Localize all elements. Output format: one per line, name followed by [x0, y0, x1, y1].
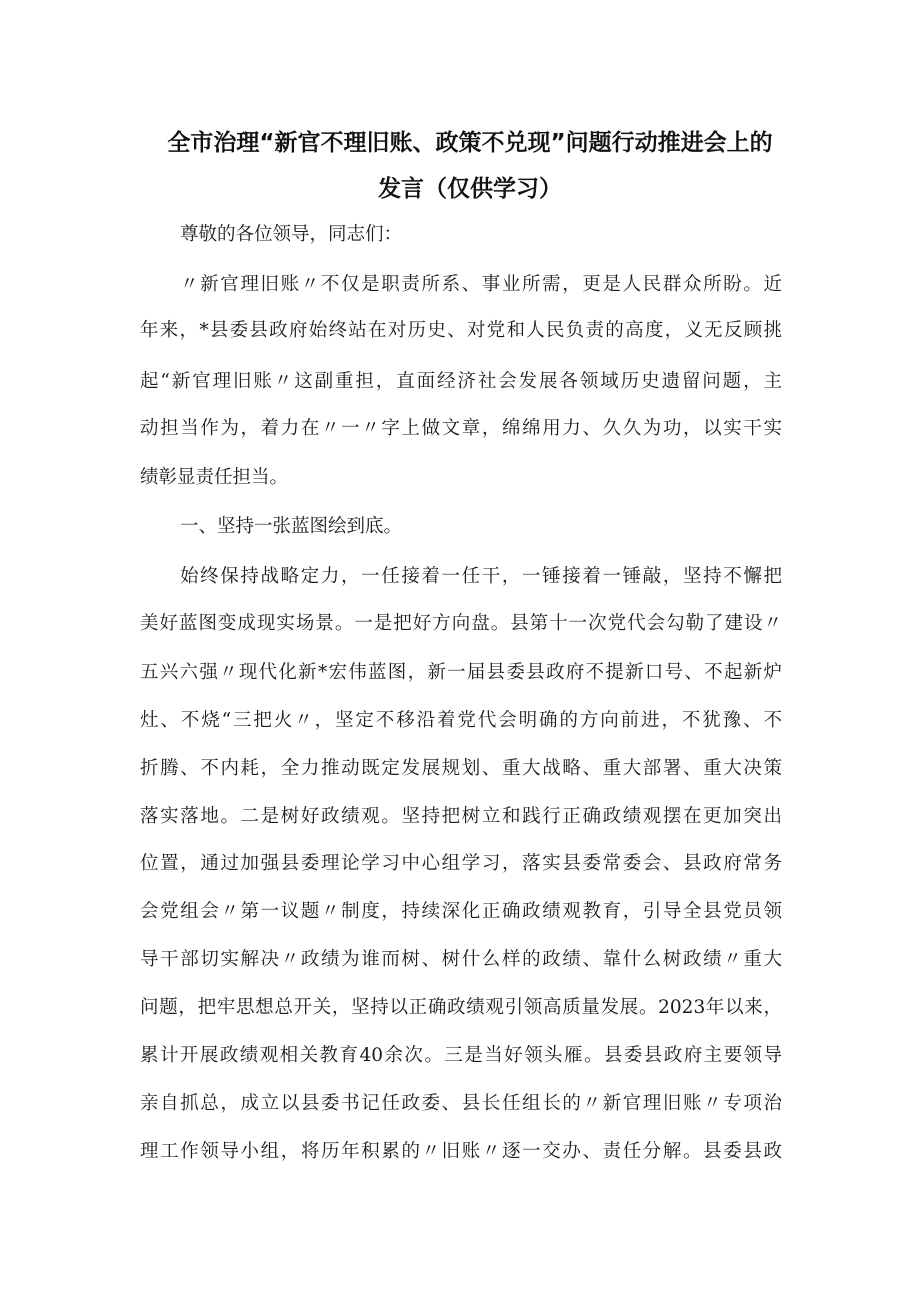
- body-line: 问题，把牢思想总开关，坚持以正确政绩观引领高质量发展。2023年以来，: [140, 997, 782, 1018]
- body-line: 理工作领导小组，将历年积累的〃旧账〃逐一交办、责任分解。县委县政: [140, 1141, 782, 1162]
- body-line: 会党组会〃第一议题〃制度，持续深化正确政绩观教育，引导全县党员领: [140, 901, 782, 922]
- body-line: 五兴六强〃现代化新*宏伟蓝图，新一届县委县政府不提新口号、不起新炉: [140, 662, 782, 683]
- document-title-line-2: 发言（仅供学习）: [378, 176, 562, 202]
- body-line: 位置，通过加强县委理论学习中心组学习，落实县委常委会、县政府常务: [140, 853, 782, 874]
- body-line: 灶、不烧“三把火〃，坚定不移沿着党代会明确的方向前进，不犹豫、不: [140, 710, 782, 731]
- body-line: 美好蓝图变成现实场景。一是把好方向盘。县第十一次党代会勾勒了建设〃: [140, 613, 782, 634]
- body-line: 起“新官理旧账〃这副重担，直面经济社会发展各领域历史遗留问题，主: [140, 371, 782, 392]
- body-line: 尊敬的各位领导，同志们：: [180, 224, 403, 245]
- body-line: 一、坚持一张蓝图绘到底。: [180, 516, 403, 537]
- body-line: 〃新官理旧账〃不仅是职责所系、事业所需，更是人民群众所盼。近: [180, 274, 782, 295]
- body-line: 落实落地。二是树好政绩观。坚持把树立和践行正确政绩观摆在更加突出: [140, 806, 782, 827]
- body-line: 年来，*县委县政府始终站在对历史、对党和人民负责的高度，义无反顾挑: [140, 320, 782, 341]
- body-line: 导干部切实解决〃政绩为谁而树、树什么样的政绩、靠什么树政绩〃重大: [140, 949, 782, 970]
- document-title-line-1: 全市治理“新官不理旧账、政策不兑现”问题行动推进会上的: [167, 130, 773, 156]
- body-line: 动担当作为，着力在〃一〃字上做文章，绵绵用力、久久为功，以实干实: [140, 418, 782, 439]
- body-line: 绩彰显责任担当。: [140, 467, 289, 488]
- body-line: 折腾、不内耗，全力推动既定发展规划、重大战略、重大部署、重大决策: [140, 758, 782, 779]
- body-line: 亲自抓总，成立以县委书记任政委、县长任组长的〃新官理旧账〃专项治: [140, 1093, 782, 1114]
- body-line: 累计开展政绩观相关教育40余次。三是当好领头雁。县委县政府主要领导: [140, 1045, 782, 1066]
- body-line: 始终保持战略定力，一任接着一任干，一锤接着一锤敲，坚持不懈把: [180, 566, 782, 587]
